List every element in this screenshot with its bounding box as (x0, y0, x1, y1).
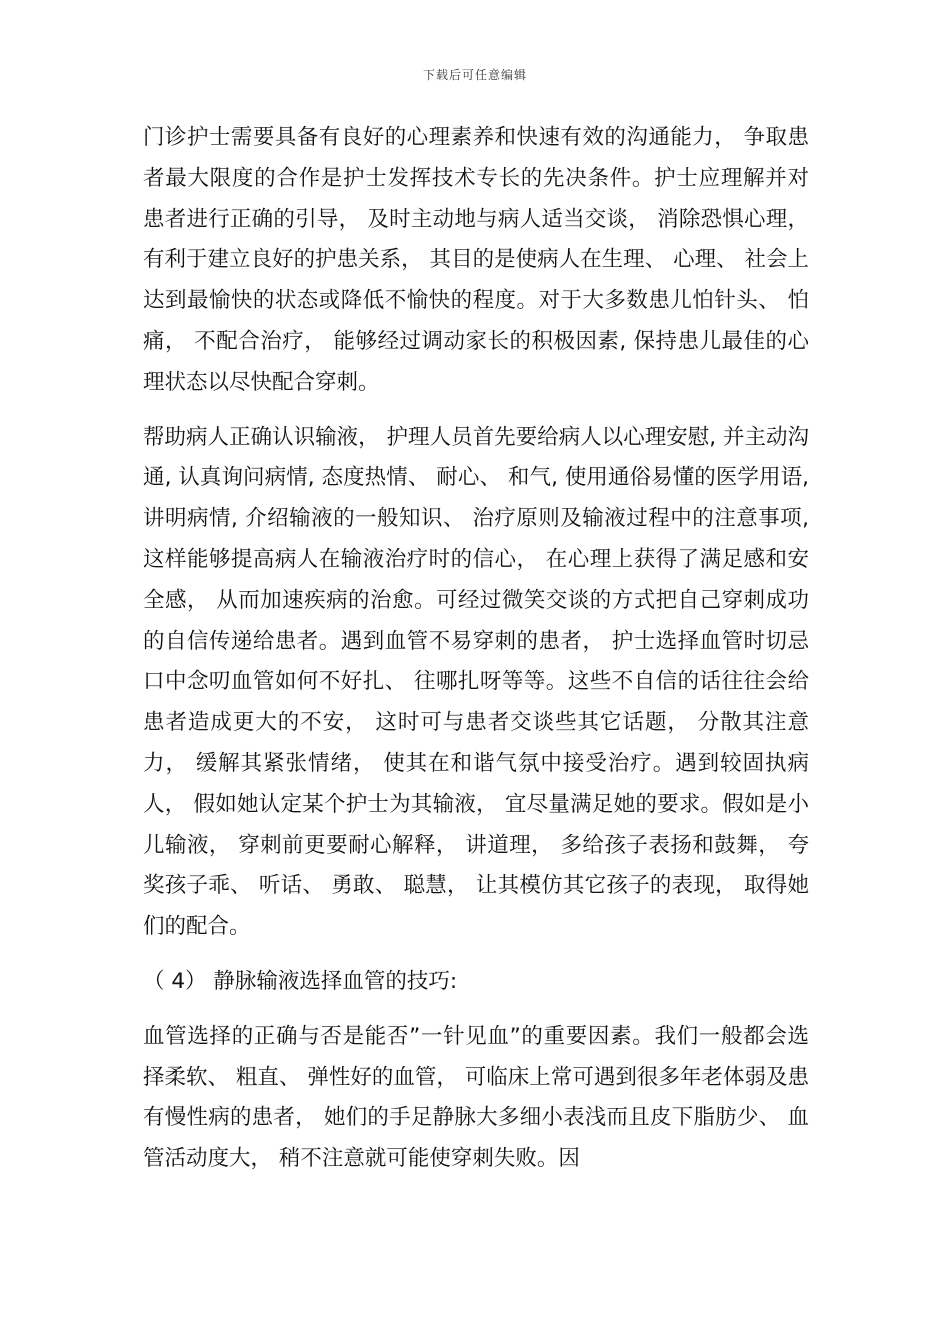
page-header: 下载后可任意编辑 (422, 68, 527, 82)
section-heading-vein-selection: （ 4） 静脉输液选择血管的技巧: (143, 968, 458, 994)
paragraph-patient-communication: 帮助病人正确认识输液， 护理人员首先要给病人以心理安慰, 并主动沟通, 认真询问病情, 态度热情、 耐心、 和气, 使用通俗易懂的医学用语, 讲明病情, 介绍输液的一般知识、 治疗原则及输液过程中的注意事项, 这样能够提高病人在输液治疗时的信心， 在心理上获得了满足感和安全感， 从而加速疾病的治愈。可经过微笑交谈的方式把自己穿刺成功的自信传递给患者。遇到血管不易穿刺的患者， 护士选择血管时切忌口中念叨血管如何不好扎、 往哪扎呀等等。这些不自信的话往往会给患者造成更大的不安， 这时可与患者交谈些其它话题， 分散其注意力， 缓解其紧张情绪， 使其在和谐气氛中接受治疗。遇到较固执病人， 假如她认定某个护士为其输液， 宜尽量满足她的要求。假如是小儿输液， 穿刺前更要耐心解释， 讲道理， 多给孩子表扬和鼓舞， 夸奖孩子乖、 听话、 勇敢、 聪慧， 让其模仿其它孩子的表现， 取得她们的配合。 (143, 424, 809, 940)
document-body (143, 118, 809, 1194)
paragraph-nurse-psychology: 门诊护士需要具备有良好的心理素养和快速有效的沟通能力， 争取患者最大限度的合作是护士发挥技术专长的先决条件。护士应理解并对患者进行正确的引导， 及时主动地与病人适当交谈， 消除恐惧心理， 有利于建立良好的护患关系， 其目的是使病人在生理、 心理、 社会上达到最愉快的状态或降低不愉快的程度。对于大多数患儿怕针头、 怕痛， 不配合治疗， 能够经过调动家长的积极因素, 保持患儿最佳的心理状态以尽快配合穿刺。 (143, 125, 809, 395)
paragraph-vein-selection: 血管选择的正确与否是能否”一针见血”的重要因素。我们一般都会选择柔软、 粗直、 弹性好的血管， 可临床上常可遇到很多年老体弱及患有慢性病的患者， 她们的手足静脉大多细小表浅而且皮下脂肪少、 血管活动度大， 稍不注意就可能使穿刺失败。因 (143, 1023, 809, 1172)
